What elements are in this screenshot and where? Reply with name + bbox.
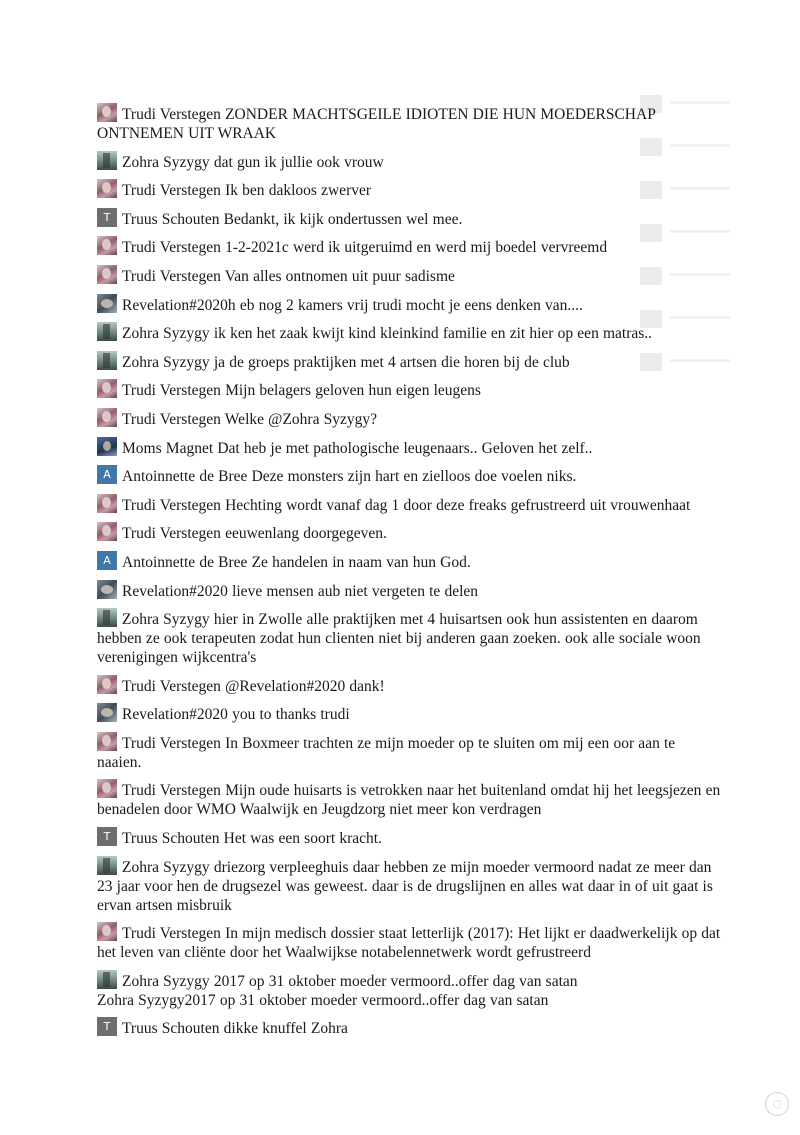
avatar-trudi-verstegen: [97, 379, 117, 398]
comment-text: Antoinnette de Bree Deze monsters zijn hart en zielloos doe voelen niks.: [122, 468, 577, 486]
comment-text: Zohra Syzygy 2017 op 31 oktober moeder vermoord..offer dag van satan: [122, 972, 578, 990]
comment-text: Truus Schouten dikke knuffel Zohra: [122, 1020, 348, 1038]
avatar-trudi-verstegen: [97, 408, 117, 427]
avatar-zohra-syzygy: [97, 351, 117, 370]
comment: [97, 522, 722, 543]
comment: [97, 494, 722, 515]
comment-text: Trudi Verstegen eeuwenlang doorgegeven.: [122, 525, 387, 543]
avatar-trudi-verstegen: [97, 103, 117, 122]
avatar-trudi-verstegen: [97, 522, 117, 541]
avatar-trudi-verstegen: [97, 675, 117, 694]
avatar-trudi-verstegen: [97, 179, 117, 198]
avatar-trudi-verstegen: [97, 236, 117, 255]
avatar-trudi-verstegen: [97, 494, 117, 513]
comment-text: Truus Schouten Bedankt, ik kijk ondertussen wel mee.: [122, 210, 463, 228]
comment: [97, 265, 722, 286]
comment: [97, 151, 722, 172]
comment: [97, 608, 722, 667]
avatar-truus-schouten: T: [97, 827, 117, 846]
comment-text: Trudi Verstegen Mijn oude huisarts is vetrokken naar het buitenland omdat hij het leegsjezen en benadelen door WMO Waalwijk en Jeugdzorg niet meer kon verdragen: [97, 782, 721, 819]
comment: [97, 294, 722, 315]
comment: [97, 551, 722, 572]
avatar-antoinnette-de-bree: A: [97, 551, 117, 570]
comment: [97, 703, 722, 724]
comment: [97, 103, 722, 143]
comment-text: Trudi Verstegen 1-2-2021c werd ik uitgeruimd en werd mij boedel vervreemd: [122, 239, 608, 257]
avatar-trudi-verstegen: [97, 779, 117, 798]
comment: [97, 779, 722, 819]
avatar-zohra-syzygy: [97, 608, 117, 627]
comment: [97, 732, 722, 772]
comment: [97, 970, 722, 1010]
comment: [97, 322, 722, 343]
avatar-revelation-2020: [97, 580, 117, 599]
comment: [97, 827, 722, 848]
comment-text: Trudi Verstegen ZONDER MACHTSGEILE IDIOTEN DIE HUN MOEDERSCHAP ONTNEMEN UIT WRAAK: [97, 106, 656, 142]
comment-text-continued: Zohra Syzygy2017 op 31 oktober moeder vermoord..offer dag van satan: [97, 991, 549, 1009]
comment: [97, 208, 722, 229]
avatar-revelation-2020: [97, 703, 117, 722]
comment-text: Zohra Syzygy ja de groeps praktijken met 4 artsen die horen bij de club: [122, 353, 570, 371]
avatar-trudi-verstegen: [97, 732, 117, 751]
avatar-antoinnette-de-bree: A: [97, 465, 117, 484]
comment-text: Trudi Verstegen Mijn belagers geloven hun eigen leugens: [122, 382, 481, 400]
avatar-truus-schouten: T: [97, 1017, 117, 1036]
comment-text: Trudi Verstegen Ik ben dakloos zwerver: [122, 182, 372, 200]
comment-text: Revelation#2020 lieve mensen aub niet vergeten te delen: [122, 582, 479, 600]
avatar-moms-magnet: [97, 437, 117, 456]
comment: [97, 437, 722, 458]
comment: [97, 1017, 722, 1038]
avatar-trudi-verstegen: [97, 265, 117, 284]
comment: [97, 179, 722, 200]
avatar-zohra-syzygy: [97, 970, 117, 989]
comment: [97, 675, 722, 696]
comment-text: Trudi Verstegen Welke @Zohra Syzygy?: [122, 410, 378, 428]
avatar-zohra-syzygy: [97, 856, 117, 875]
comment: [97, 856, 722, 915]
comment: [97, 379, 722, 400]
comment-thread: [97, 103, 722, 1046]
comment-text: Zohra Syzygy dat gun ik jullie ook vrouw: [122, 153, 384, 171]
comment: [97, 465, 722, 486]
comment: [97, 580, 722, 601]
comment-text: Trudi Verstegen In Boxmeer trachten ze mijn moeder op te sluiten om mij een oor aan te naaien.: [97, 734, 676, 771]
comment-text: Trudi Verstegen In mijn medisch dossier staat letterlijk (2017): Het lijkt er daadwerkelijk op dat het leven van cliënte door het Waalwijkse notabelennetwerk wordt gefrustreerd: [97, 925, 721, 962]
avatar-trudi-verstegen: [97, 922, 117, 941]
comment-text: Trudi Verstegen Hechting wordt vanaf dag 1 door deze freaks gefrustreerd uit vrouwenhaat: [122, 496, 691, 514]
avatar-revelation-2020: [97, 294, 117, 313]
comment-text: Antoinnette de Bree Ze handelen in naam van hun God.: [122, 553, 471, 571]
comment: [97, 408, 722, 429]
avatar-zohra-syzygy: [97, 151, 117, 170]
comment-text: Moms Magnet Dat heb je met pathologische leugenaars.. Geloven het zelf..: [122, 439, 593, 457]
comment: [97, 351, 722, 372]
comment-text: Trudi Verstegen Van alles ontnomen uit puur sadisme: [122, 267, 455, 285]
avatar-truus-schouten: T: [97, 208, 117, 227]
comment-text: Revelation#2020 you to thanks trudi: [122, 706, 350, 724]
avatar-zohra-syzygy: [97, 322, 117, 341]
comment-text: Revelation#2020h eb nog 2 kamers vrij trudi mocht je eens denken van....: [122, 296, 583, 314]
comment-text: Trudi Verstegen @Revelation#2020 dank!: [122, 677, 385, 695]
comment-text: Zohra Syzygy driezorg verpleeghuis daar hebben ze mijn moeder vermoord nadat ze meer dan 23 jaar voor hen de drugsezel was geweest. daar is de drugslijnen en alles wat daar in of uit gaat is ervan artsen misbruik: [97, 858, 713, 914]
comment: [97, 922, 722, 962]
comment-text: Zohra Syzygy hier in Zwolle alle praktijken met 4 huisartsen ook hun assistenten en daarom hebben ze ook terapeuten zodat hun clienten niet bij anderen gaan zoeken. ook alle sociale woon verenigingen wijkcentra's: [97, 611, 701, 667]
scanner-mark-icon: ◌: [765, 1092, 789, 1116]
comment-text: Truus Schouten Het was een soort kracht.: [122, 830, 382, 848]
comment: [97, 236, 722, 257]
comment-text: Zohra Syzygy ik ken het zaak kwijt kind kleinkind familie en zit hier op een matras..: [122, 325, 653, 343]
